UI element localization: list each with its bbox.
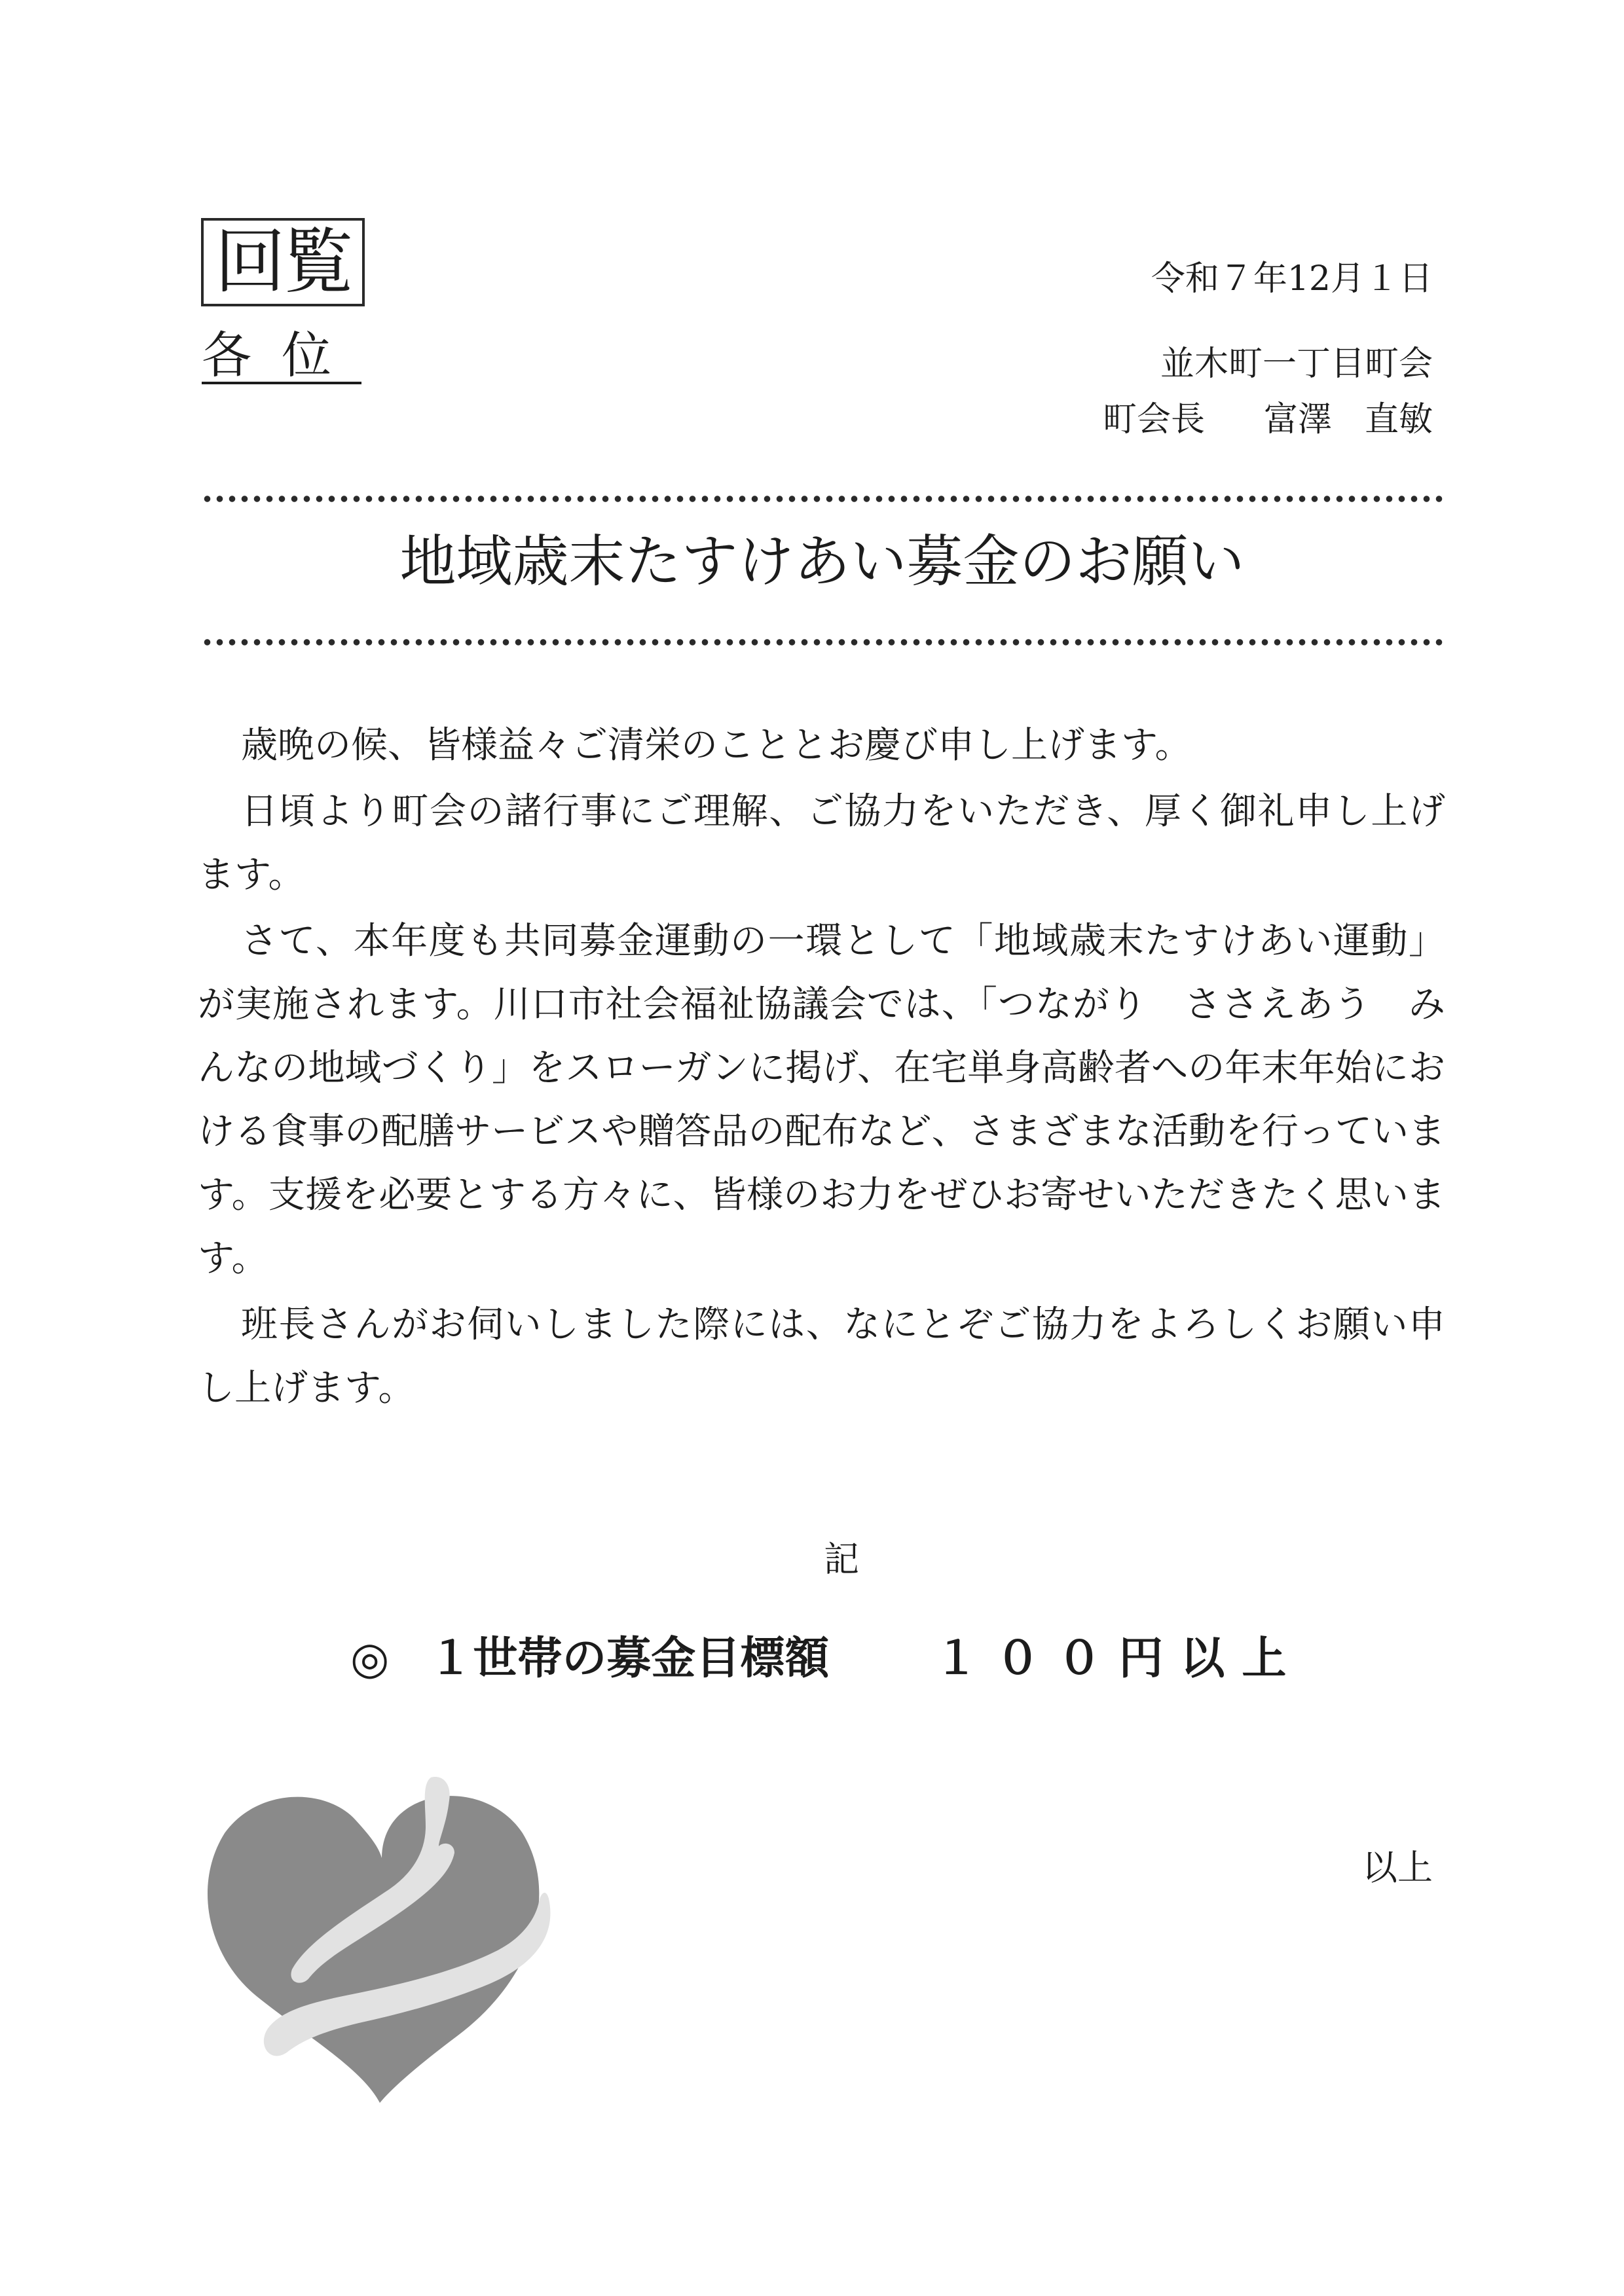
donation-target-label: １世帯の募金目標額 (428, 1633, 830, 1685)
heart-hug-icon (195, 1761, 555, 2108)
president-title: 町会長 (1102, 400, 1205, 439)
donation-target-line (350, 1633, 1304, 1685)
dotted-rule-top (201, 495, 1443, 503)
ki-heading: 記 (824, 1539, 859, 1580)
document-title: 地域歳末たすけあい募金のお願い (399, 529, 1245, 594)
president-given-name: 直敏 (1364, 400, 1433, 439)
recipients-label: 各位 (202, 326, 361, 384)
donation-target-amount: １００円以上 (934, 1633, 1304, 1685)
president-signature-line (1102, 400, 1433, 439)
double-circle-bullet: ◎ (350, 1633, 390, 1685)
paragraph-campaign: さて、本年度も共同募金運動の一環として「地域歳末たすけあい運動」が実施されます。川口市社会福祉協議会では、「つながり ささえあう みんなの地域づくり」をスローガンに掲げ、在宅単身高齢者への年末年始における食事の配膳サービスや贈答品の配布など、さまざまな活動を行っています。支援を必要とする方々に、皆様のお力をぜひお寄せいただきたく思います。 (198, 920, 1445, 1280)
circulation-stamp (201, 218, 365, 306)
paragraph-greeting: 歳晩の候、皆様益々ご清栄のこととお慶び申し上げます。 (241, 724, 1192, 767)
dotted-rule-bottom (201, 638, 1443, 646)
organization-name: 並木町一丁目町会 (1160, 344, 1433, 384)
issue-date: 令和７年12月１日 (1151, 259, 1433, 299)
president-surname: 富澤 (1263, 400, 1332, 439)
paragraph-request: 班長さんがお伺いしました際には、なにとぞご協力をよろしくお願い申し上げます。 (198, 1303, 1445, 1410)
letter-body (198, 714, 1445, 1423)
circulation-label: 回覧 (214, 221, 351, 303)
heart-shape (208, 1796, 539, 2103)
closing-mark: 以上 (1362, 1847, 1433, 1888)
paragraph-thanks: 日頃より町会の諸行事にご理解、ご協力をいただき、厚く御礼申し上げます。 (198, 790, 1445, 896)
